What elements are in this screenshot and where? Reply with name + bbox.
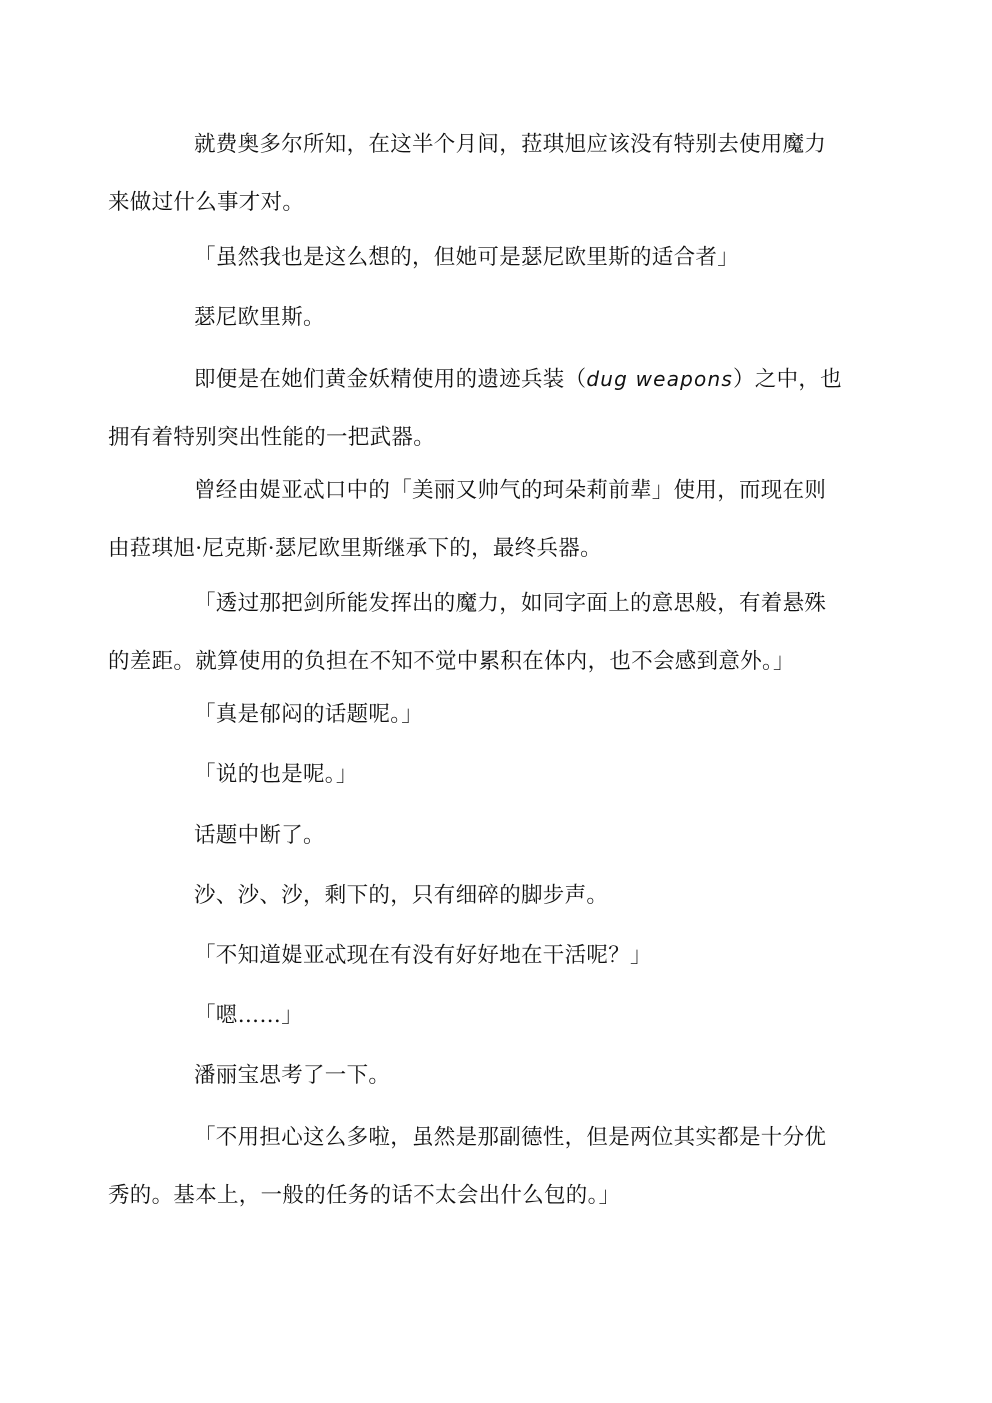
paragraph-3-line-1: 瑟尼欧里斯。 <box>194 305 325 330</box>
dug-weapons-term: dug weapons <box>586 367 733 391</box>
paragraph-4-line-2: 拥有着特别突出性能的一把武器。 <box>108 425 436 450</box>
paragraph-1-line-1: 就费奥多尔所知，在这半个月间，菈琪旭应该没有特别去使用魔力 <box>194 132 827 157</box>
paragraph-2-line-1: 「虽然我也是这么想的，但她可是瑟尼欧里斯的适合者」 <box>194 245 740 270</box>
paragraph-11-line-1: 「不知道媞亚忒现在有没有好好地在干活呢？」 <box>194 943 652 968</box>
paragraph-4-text-before: 即便是在她们黄金妖精使用的遗迹兵装（ <box>194 367 587 392</box>
paragraph-14 <box>108 1109 843 1225</box>
paragraph-5-line-2: 由菈琪旭·尼克斯·瑟尼欧里斯继承下的，最终兵器。 <box>108 536 602 561</box>
paragraph-3 <box>151 289 843 347</box>
paragraph-4 <box>108 350 843 467</box>
paragraph-10 <box>151 867 843 925</box>
paragraph-8 <box>151 746 843 804</box>
paragraph-4-line-1 <box>151 350 843 409</box>
paragraph-13-line-1: 潘丽宝思考了一下。 <box>194 1063 391 1088</box>
paragraph-7-line-1: 「真是郁闷的话题呢。」 <box>194 702 424 727</box>
paragraph-9-line-1: 话题中断了。 <box>194 823 325 848</box>
paragraph-5-line-1: 曾经由媞亚忒口中的「美丽又帅气的珂朵莉前辈」使用，而现在则 <box>194 478 827 503</box>
paragraph-9 <box>151 807 843 865</box>
paragraph-6-line-2: 的差距。就算使用的负担在不知不觉中累积在体内，也不会感到意外。」 <box>108 649 795 674</box>
paragraph-5 <box>108 462 843 578</box>
paragraph-11 <box>151 927 843 985</box>
paragraph-8-line-1: 「说的也是呢。」 <box>194 762 358 787</box>
paragraph-6 <box>108 575 843 691</box>
paragraph-10-line-1: 沙、沙、沙，剩下的，只有细碎的脚步声。 <box>194 883 609 908</box>
paragraph-12 <box>151 987 843 1045</box>
paragraph-2 <box>151 229 843 287</box>
paragraph-12-line-1: 「嗯……」 <box>194 1003 304 1028</box>
paragraph-7 <box>151 686 843 744</box>
paragraph-1-line-2: 来做过什么事才对。 <box>108 190 305 215</box>
paragraph-4-text-after: ）之中，也 <box>732 367 842 392</box>
paragraph-6-line-1: 「透过那把剑所能发挥出的魔力，如同字面上的意思般，有着悬殊 <box>194 591 827 616</box>
paragraph-14-line-2: 秀的。基本上，一般的任务的话不太会出什么包的。」 <box>108 1183 621 1208</box>
paragraph-14-line-1: 「不用担心这么多啦，虽然是那副德性，但是两位其实都是十分优 <box>194 1125 827 1150</box>
paragraph-1 <box>108 116 843 232</box>
paragraph-13 <box>151 1047 843 1105</box>
